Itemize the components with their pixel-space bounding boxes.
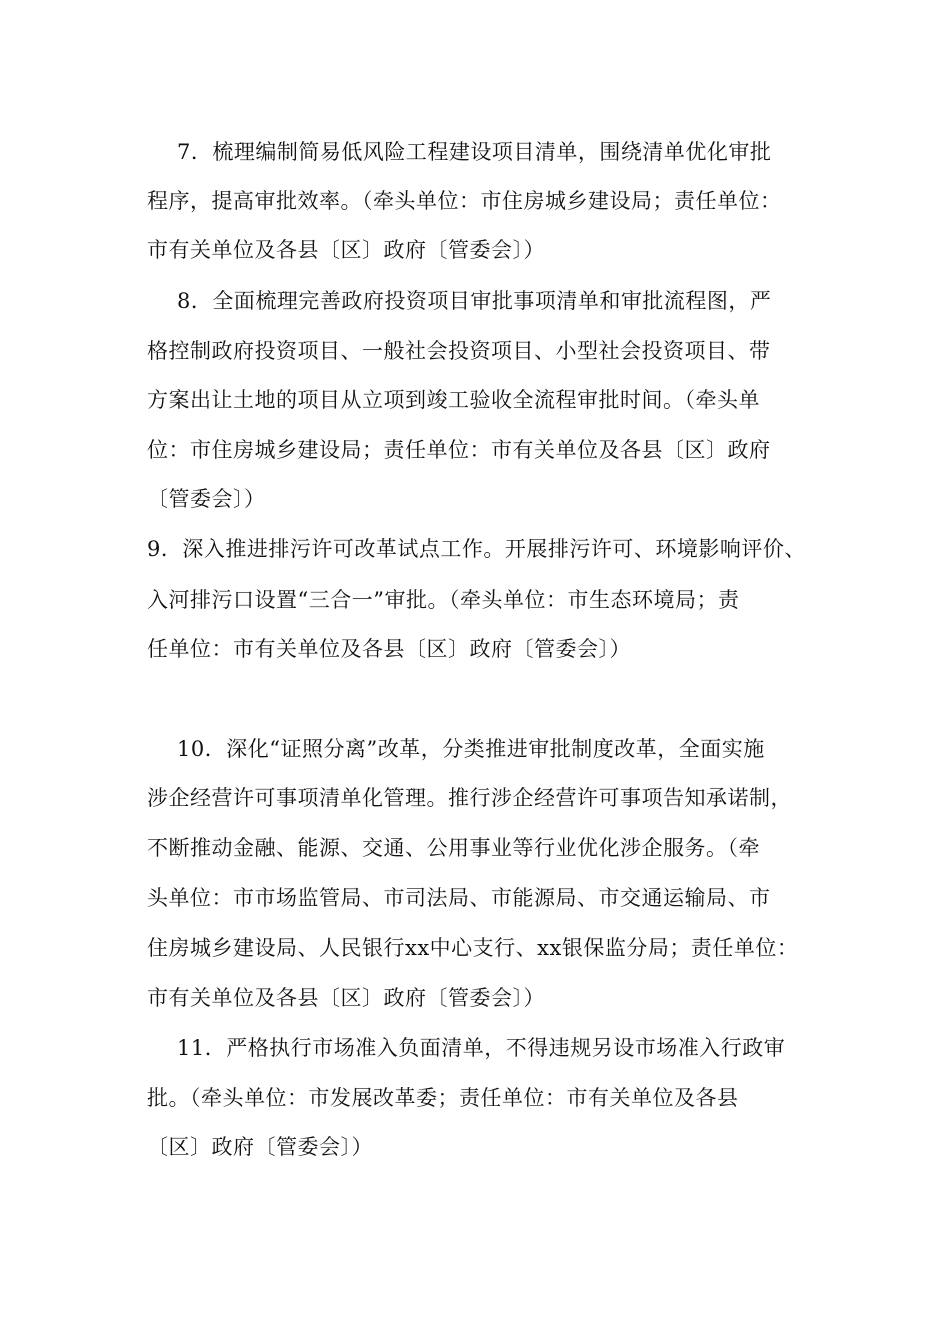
item-8-line-1: 8．全面梳理完善政府投资项目审批事项清单和审批流程图，严 <box>177 289 772 313</box>
item-10-line-1: 10．深化“证照分离”改革，分类推进审批制度改革，全面实施 <box>177 737 765 761</box>
item-7-line-1: 7．梳理编制简易低风险工程建设项目清单，围绕清单优化审批 <box>177 140 772 164</box>
item-8-line-5: 〔管委会〕） <box>147 487 266 511</box>
item-9-line-2: 入河排污口设置“三合一”审批。（牵头单位：市生态环境局；责 <box>147 588 740 612</box>
item-10-line-5: 住房城乡建设局、人民银行xx中心支行、xx银保监分局；责任单位： <box>147 936 799 960</box>
item-10-line-2: 涉企经营许可事项清单化管理。推行涉企经营许可事项告知承诺制， <box>147 786 792 810</box>
item-8-line-3: 方案出让土地的项目从立项到竣工验收全流程审批时间。（牵头单 <box>147 388 760 412</box>
item-8-line-4: 位：市住房城乡建设局；责任单位：市有关单位及各县〔区〕政府 <box>147 438 771 462</box>
item-10-line-6: 市有关单位及各县〔区〕政府〔管委会〕） <box>147 986 545 1010</box>
item-10-line-3: 不断推动金融、能源、交通、公用事业等行业优化涉企服务。（牵 <box>147 836 760 860</box>
item-11-line-3: 〔区〕政府〔管委会〕） <box>147 1135 373 1159</box>
item-7-line-3: 市有关单位及各县〔区〕政府〔管委会〕） <box>147 238 545 262</box>
item-7-line-2: 程序，提高审批效率。（牵头单位：市住房城乡建设局；责任单位： <box>147 189 782 213</box>
item-11-line-1: 11．严格执行市场准入负面清单，不得违规另设市场准入行政审 <box>177 1036 786 1060</box>
item-9-line-1: 9．深入推进排污许可改革试点工作。开展排污许可、环境影响评价、 <box>147 537 806 561</box>
item-11-line-2: 批。（牵头单位：市发展改革委；责任单位：市有关单位及各县 <box>147 1086 739 1110</box>
item-8-line-2: 格控制政府投资项目、一般社会投资项目、小型社会投资项目、带 <box>147 339 771 363</box>
item-10-line-4: 头单位：市市场监管局、市司法局、市能源局、市交通运输局、市 <box>147 886 771 910</box>
item-9-line-3: 任单位：市有关单位及各县〔区〕政府〔管委会〕） <box>147 637 631 661</box>
